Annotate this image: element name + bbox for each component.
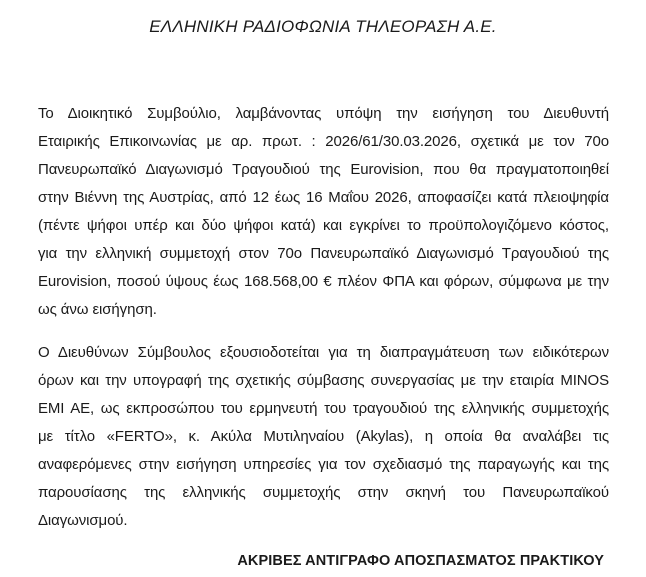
text-line: με τίτλο «FERTO», κ. Ακύλα Μυτιληναίου (Akylas), η οποία θα αναλάβει τις bbox=[38, 428, 609, 445]
text-line: Διαγωνισμού. bbox=[38, 512, 128, 529]
text-line: EMI AE, ως εκπροσώπου του ερμηνευτή του τραγουδιού της ελληνικής συμμετοχής bbox=[38, 400, 609, 417]
text-line: Πανευρωπαϊκό Διαγωνισμό Τραγουδιού της Eurovision, που θα πραγματοποιηθεί bbox=[38, 161, 609, 178]
text-line: για την ελληνική συμμετοχή στον 70ο Πανευρωπαϊκό Διαγωνισμό Τραγουδιού της bbox=[38, 245, 609, 262]
certification-line: ΑΚΡΙΒΕΣ ΑΝΤΙΓΡΑΦΟ ΑΠΟΣΠΑΣΜΑΤΟΣ ΠΡΑΚΤΙΚΟΥ bbox=[237, 553, 604, 569]
text-line: ως άνω εισήγηση. bbox=[38, 301, 157, 318]
text-line: Ο Διευθύνων Σύμβουλος εξουσιοδοτείται για τη διαπραγμάτευση των ειδικότερων bbox=[38, 344, 609, 361]
text-line: αναφερόμενες στην εισήγηση υπηρεσίες για τον σχεδιασμό της παραγωγής και της bbox=[38, 456, 609, 473]
text-line: Εταιρικής Επικοινωνίας με αρ. πρωτ. : 2026/61/30.03.2026, σχετικά με τον 70ο bbox=[38, 133, 609, 150]
text-line: στην Βιέννη της Αυστρίας, από 12 έως 16 Μαΐου 2026, αποφασίζει κατά πλειοψηφία bbox=[38, 189, 609, 206]
paragraph-1 bbox=[38, 100, 609, 324]
document-body bbox=[38, 100, 609, 535]
text-line: Eurovision, ποσού ύψους έως 168.568,00 € πλέον ΦΠΑ και φόρων, σύμφωνα με την bbox=[38, 273, 609, 290]
paragraph-2 bbox=[38, 339, 609, 535]
text-line: (πέντε ψήφοι υπέρ και δύο ψήφοι κατά) και εγκρίνει το προϋπολογιζόμενο κόστος, bbox=[38, 217, 609, 234]
text-line: Το Διοικητικό Συμβούλιο, λαμβάνοντας υπόψη την εισήγηση του Διευθυντή bbox=[38, 105, 609, 122]
text-line: παρουσίασης της ελληνικής συμμετοχής στην σκηνή του Πανευρωπαϊκού bbox=[38, 484, 609, 501]
document-title: ΕΛΛΗΝΙΚΗ ΡΑΔΙΟΦΩΝΙΑ ΤΗΛΕΟΡΑΣΗ Α.Ε. bbox=[149, 17, 497, 36]
text-line: όρων και την υπογραφή της σχετικής σύμβασης συνεργασίας με την εταιρία MINOS bbox=[38, 372, 609, 389]
